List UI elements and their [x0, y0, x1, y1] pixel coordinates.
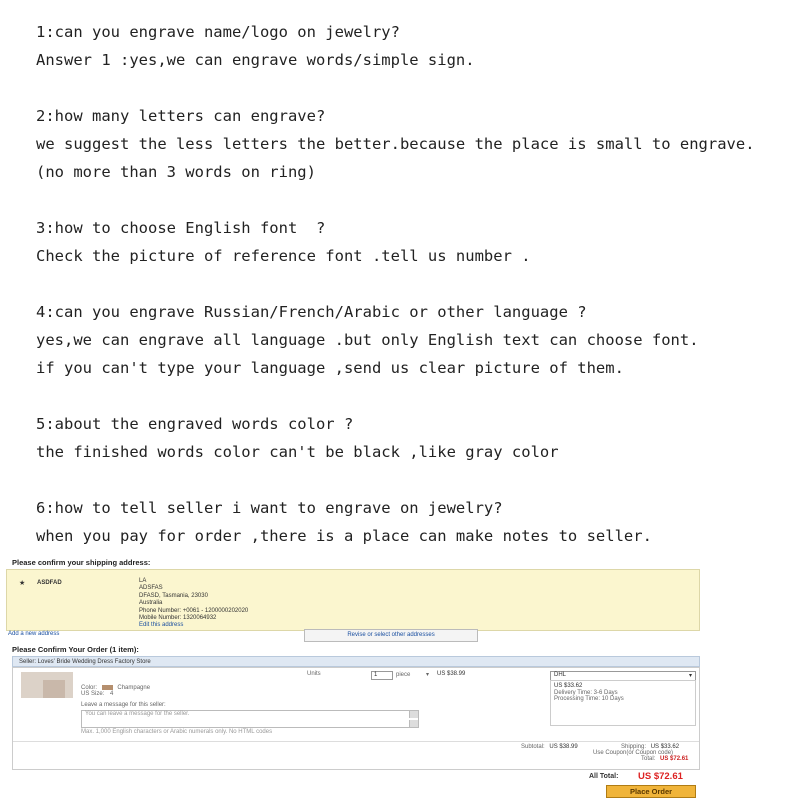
faq-question: 2:how many letters can engrave?: [36, 107, 326, 125]
delivery-time: Delivery Time: 3-6 Days: [554, 689, 618, 696]
size-label: US Size:: [81, 691, 105, 697]
unit-price: US $38.99: [437, 671, 466, 677]
size-row: [81, 691, 113, 697]
faq-item-6: [36, 494, 776, 550]
quantity-value: 1: [374, 672, 378, 678]
faq-item-1: [36, 18, 776, 74]
faq-answer: yes,we can engrave all language .but only English text can choose font.: [36, 331, 699, 349]
edit-address-link[interactable]: Edit this address: [139, 622, 184, 629]
color-swatch: [102, 685, 113, 690]
checkout-screenshot: [6, 555, 700, 800]
faq-question: 5:about the engraved words color ?: [36, 415, 354, 433]
faq-answer: the finished words color can't be black ,like gray color: [36, 443, 559, 461]
faq-item-4: [36, 298, 776, 382]
scroll-down-icon[interactable]: [409, 720, 418, 727]
faq-answer: when you pay for order ,there is a place can make notes to seller.: [36, 527, 652, 545]
selected-star-icon: ★: [19, 580, 26, 587]
address-lines: [139, 578, 248, 630]
faq-answer: Check the picture of reference font .tell us number .: [36, 247, 531, 265]
seller-bar: [12, 656, 700, 667]
quantity-input[interactable]: [371, 671, 393, 680]
shipping-info-box: [550, 680, 696, 726]
faq-question: 1:can you engrave name/logo on jewelry?: [36, 23, 400, 41]
address-line: Mobile Number: 1320064932: [139, 615, 217, 622]
order-title: Please Confirm Your Order (1 item):: [12, 645, 139, 654]
order-item-box: [12, 667, 700, 770]
faq-answer: (no more than 3 words on ring): [36, 163, 316, 181]
faq-answer: we suggest the less letters the better.because the place is small to engrave.: [36, 135, 755, 153]
address-line: LA: [139, 578, 147, 584]
subtotal-label: Subtotal:: [521, 744, 545, 750]
color-label: Color:: [81, 685, 98, 692]
processing-time: Processing Time: 10 Days: [554, 696, 624, 702]
address-line: DFASD, Tasmania, 23030: [139, 592, 208, 599]
shipping-label: Shipping:: [621, 744, 647, 750]
all-total-label: All Total:: [589, 773, 619, 780]
faq-answer: Answer 1 :yes,we can engrave words/simple sign.: [36, 51, 475, 69]
shipping-cost: US $33.62: [554, 683, 583, 689]
shipping-total: US $33.62: [650, 744, 680, 750]
faq-question: 6:how to tell seller i want to engrave on jewelry?: [36, 499, 503, 517]
subtotal-value: US $38.99: [549, 744, 578, 750]
revise-address-button[interactable]: Revise or select other addresses: [304, 629, 478, 642]
chevron-down-icon: ▾: [426, 672, 430, 678]
faq-question: 4:can you engrave Russian/French/Arabic or other language ?: [36, 303, 587, 321]
add-address-link[interactable]: Add a new address: [8, 631, 60, 637]
recipient-name: ASDFAD: [37, 580, 62, 586]
scroll-up-icon[interactable]: [409, 711, 418, 718]
seller-message-textarea[interactable]: [81, 710, 419, 728]
faq-item-5: [36, 410, 776, 466]
faq-item-3: [36, 214, 776, 270]
faq-question: 3:how to choose English font ?: [36, 219, 326, 237]
color-value: Champagne: [117, 685, 151, 692]
total-value: US $72.61: [660, 756, 689, 762]
chevron-down-icon: ▾: [688, 673, 692, 679]
seller-name: Seller: Loves' Bride Wedding Dress Factory Store: [19, 659, 151, 665]
message-placeholder: You can leave a message for the seller.: [85, 711, 190, 717]
product-thumbnail-detail: [43, 680, 65, 698]
units-label: Units: [307, 671, 321, 677]
subtotal-row: [521, 744, 578, 750]
place-order-button[interactable]: Place Order: [606, 785, 696, 798]
total-label: Total:: [641, 756, 656, 762]
message-label: Leave a message for this seller:: [81, 702, 166, 708]
faq-answer: if you can't type your language ,send us clear picture of them.: [36, 359, 624, 377]
divider: [13, 741, 699, 742]
shipping-address-box[interactable]: [6, 569, 700, 631]
all-total-value: US $72.61: [638, 771, 683, 782]
message-note: Max. 1,000 English characters or Arabic numerals only. No HTML codes: [81, 729, 273, 735]
faq-item-2: [36, 102, 776, 186]
coupon-link[interactable]: Use Coupon(or Coupon code): [593, 750, 674, 756]
shipping-method-value: DHL: [554, 672, 567, 678]
address-line: Australia: [139, 600, 163, 607]
address-line: Phone Number: +0061 - 1200000202020: [139, 607, 249, 614]
shipping-title: Please confirm your shipping address:: [12, 558, 151, 567]
size-value: 4: [110, 691, 114, 697]
unit-select[interactable]: [396, 671, 429, 678]
unit-value: piece: [396, 672, 411, 678]
faq-text: [36, 18, 776, 550]
total-row: [641, 756, 688, 762]
address-line: ADSFAS: [139, 585, 163, 592]
